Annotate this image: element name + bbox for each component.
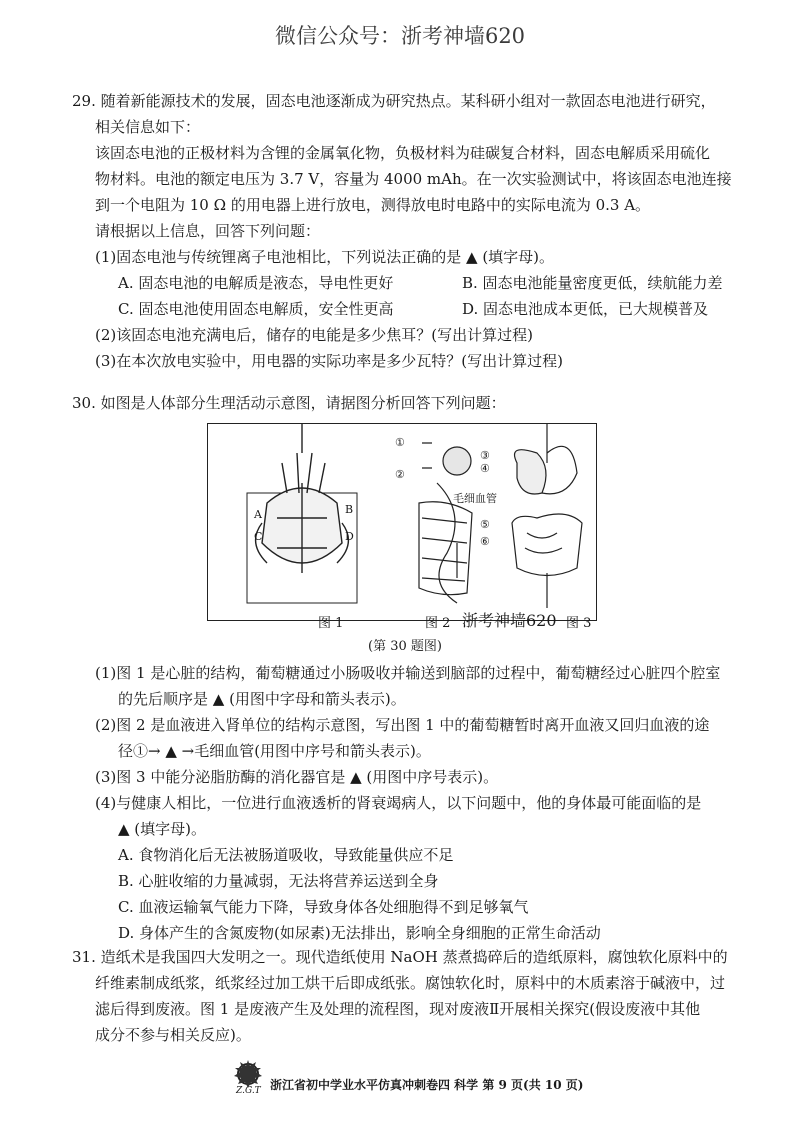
figure-watermark: 浙考神墙620	[462, 611, 557, 630]
fig2-label-5: ⑤	[480, 518, 490, 531]
q30-option-b: B. 心脏收缩的力量减弱，无法将营养运送到全身	[118, 872, 439, 890]
q30-sub4-line2: ▲ (填字母)。	[118, 820, 207, 838]
fig2-label-3: ③	[480, 449, 490, 462]
q29-sub3: (3)在本次放电实验中，用电器的实际功率是多少瓦特？(写出计算过程)	[95, 352, 563, 370]
q29-option-d: D. 固态电池成本更低，已大规模普及	[462, 300, 709, 318]
q30-sub3: (3)图 3 中能分泌脂肪酶的消化器官是 ▲ (用图中序号表示)。	[95, 768, 499, 786]
fig3-digestive-drawing	[512, 446, 582, 608]
q29-sub2: (2)该固态电池充满电后，储存的电能是多少焦耳？(写出计算过程)	[95, 326, 533, 344]
q29-intro-line1: 29. 随着新能源技术的发展，固态电池逐渐成为研究热点。某科研小组对一款固态电池进行研究，	[72, 92, 716, 110]
q30-intro: 30. 如图是人体部分生理活动示意图，请据图分析回答下列问题：	[72, 394, 506, 412]
q30-sub1-line2: 的先后顺序是 ▲ (用图中字母和箭头表示)。	[118, 690, 406, 708]
q31-line1: 31. 造纸术是我国四大发明之一。现代造纸使用 NaOH 蒸煮捣碎后的造纸原料，腐蚀软化原料中的	[72, 948, 728, 966]
fig2-label-1: ①	[395, 436, 405, 449]
q30-sub1-line1: (1)图 1 是心脏的结构，葡萄糖通过小肠吸收并输送到脑部的过程中，葡萄糖经过心脏四个腔室	[95, 664, 721, 682]
q31-line2: 纤维素制成纸浆，纸浆经过加工烘干后即成纸张。腐蚀软化时，原料中的木质素溶于碱液中，过	[95, 974, 726, 992]
q29-option-b: B. 固态电池能量密度更低，续航能力差	[462, 274, 723, 292]
fig1-label-c: C	[254, 530, 263, 543]
fig2-caption: 图 2	[425, 616, 451, 631]
page-header: 微信公众号：浙考神墙620	[274, 24, 526, 48]
q29-intro-line2: 相关信息如下：	[95, 118, 201, 136]
q30-option-d: D. 身体产生的含氮废物(如尿素)无法排出，影响全身细胞的正常生命活动	[118, 924, 601, 942]
fig2-capillary-label: 毛细血管	[453, 492, 497, 505]
q29-option-c: C. 固态电池使用固态电解质，安全性更高	[118, 300, 394, 318]
fig1-heart-drawing	[247, 423, 357, 603]
publisher-logo	[228, 1058, 268, 1102]
fig1-label-a: A	[254, 508, 262, 521]
q31-line3: 滤后得到废液。图 1 是废液产生及处理的流程图，现对废液Ⅱ开展相关探究(假设废液中其他	[95, 1000, 701, 1018]
q30-sub2-line1: (2)图 2 是血液进入肾单位的结构示意图，写出图 1 中的葡萄糖暂时离开血液又回归血液的途	[95, 716, 710, 734]
q31-line4: 成分不参与相关反应)。	[95, 1026, 251, 1044]
q30-sub4-line1: (4)与健康人相比，一位进行血液透析的肾衰竭病人，以下问题中，他的身体最可能面临的是	[95, 794, 702, 812]
fig2-label-2: ②	[395, 468, 405, 481]
q29-sub1: (1)固态电池与传统锂离子电池相比，下列说法正确的是 ▲ (填字母)。	[95, 248, 555, 266]
q29-info-line1: 该固态电池的正极材料为含锂的金属氧化物，负极材料为硅碳复合材料，固态电解质采用硫化	[95, 144, 711, 162]
logo-text: Z.G.T	[236, 1086, 261, 1096]
q30-option-a: A. 食物消化后无法被肠道吸收，导致能量供应不足	[118, 846, 454, 864]
q29-option-a: A. 固态电池的电解质是液态，导电性更好	[118, 274, 394, 292]
q29-info-line2: 物材料。电池的额定电压为 3.7 V，容量为 4000 mAh。在一次实验测试中，将该固态电池连接	[95, 170, 732, 188]
q30-sub2-line2: 径①→ ▲ →毛细血管(用图中序号和箭头表示)。	[118, 742, 431, 760]
q29-info-line3: 到一个电阻为 10 Ω 的用电器上进行放电，测得放电时电路中的实际电流为 0.3 A。	[95, 196, 651, 214]
figure-title: (第 30 题图)	[368, 639, 442, 654]
fig2-label-4: ④	[480, 462, 490, 475]
fig1-label-b: B	[345, 503, 354, 516]
fig3-caption: 图 3	[566, 616, 592, 631]
q29-prompt: 请根据以上信息，回答下列问题：	[95, 222, 321, 240]
fig2-label-6: ⑥	[480, 535, 490, 548]
fig1-caption: 图 1	[318, 616, 344, 631]
page-footer: 浙江省初中学业水平仿真冲刺卷四 科学 第 9 页(共 10 页)	[270, 1078, 584, 1092]
fig1-label-d: D	[345, 530, 354, 543]
figure-drawing	[207, 423, 597, 621]
q30-option-c: C. 血液运输氧气能力下降，导致身体各处细胞得不到足够氧气	[118, 898, 529, 916]
